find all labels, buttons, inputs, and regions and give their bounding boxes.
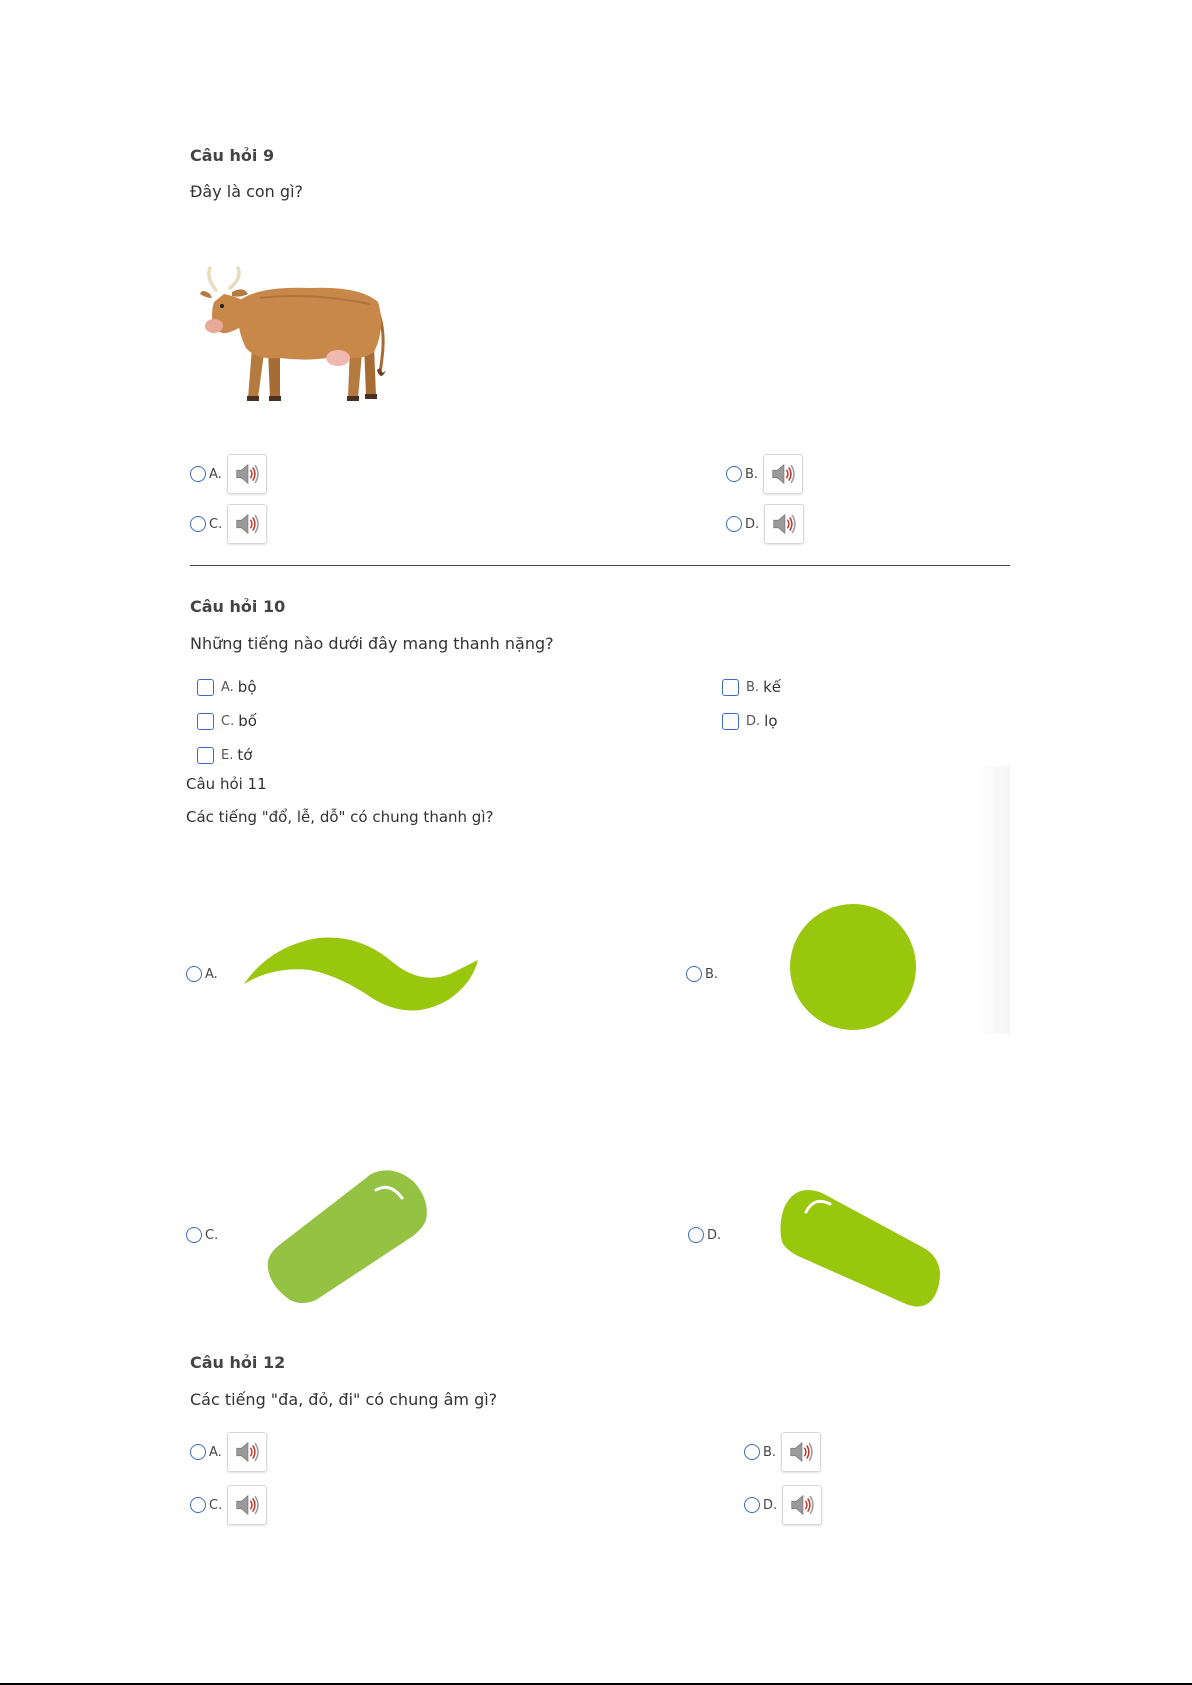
option-label: D. [707,1227,722,1243]
q11-option-c[interactable] [186,1227,218,1243]
checkbox[interactable] [197,679,214,696]
q9-option-d[interactable] [726,504,804,544]
option-label: C. [209,1497,223,1513]
q10-title: Câu hỏi 10 [190,597,286,616]
q12-option-b[interactable] [744,1432,821,1472]
q10-text: Những tiếng nào dưới đây mang thanh nặng? [190,634,554,653]
option-value: bố [238,712,257,730]
option-label: C. [205,1227,219,1243]
option-value: bộ [237,678,257,696]
radio-button[interactable] [190,1497,206,1513]
grave-mark-icon[interactable] [778,1186,942,1312]
option-value: tớ [237,746,253,764]
q10-option-c[interactable] [197,712,257,730]
option-label: B. [705,966,719,982]
option-label: A. [221,679,234,695]
option-label: D. [746,713,761,729]
q9-title: Câu hỏi 9 [190,146,275,165]
option-label: D. [745,516,760,532]
option-label: A. [205,966,218,982]
option-label: A. [209,1444,222,1460]
q11-option-a[interactable] [186,966,218,982]
option-value: kế [763,678,781,696]
q9-option-b[interactable] [726,454,803,494]
speaker-button[interactable] [227,504,267,544]
speaker-icon [233,460,261,488]
speaker-button[interactable] [227,1432,267,1472]
radio-button[interactable] [726,516,742,532]
tilde-mark-icon[interactable] [240,932,480,1018]
speaker-icon [787,1438,815,1466]
option-label: A. [209,466,222,482]
q10-option-a[interactable] [197,678,257,696]
speaker-icon [233,510,261,538]
speaker-icon [769,460,797,488]
radio-button[interactable] [186,966,202,982]
acute-mark-icon[interactable] [266,1168,436,1308]
q9-text: Đây là con gì? [190,182,303,201]
speaker-icon [770,510,798,538]
radio-button[interactable] [726,466,742,482]
speaker-button[interactable] [763,454,803,494]
option-label: B. [763,1444,777,1460]
radio-button[interactable] [744,1444,760,1460]
cow-illustration [200,258,396,408]
q11-text: Các tiếng "đổ, lễ, dỗ" có chung thanh gì? [186,808,494,826]
q11-option-d[interactable] [688,1227,721,1243]
radio-button[interactable] [688,1227,704,1243]
q11-title: Câu hỏi 11 [186,775,267,793]
option-label: D. [763,1497,778,1513]
option-label: B. [745,466,759,482]
q12-option-c[interactable] [190,1485,267,1525]
speaker-button[interactable] [782,1485,822,1525]
speaker-icon [233,1438,261,1466]
radio-button[interactable] [190,516,206,532]
q12-text: Các tiếng "đa, đỏ, đi" có chung âm gì? [190,1390,498,1409]
speaker-button[interactable] [781,1432,821,1472]
q10-option-d[interactable] [722,712,778,730]
speaker-icon [788,1491,816,1519]
speaker-button[interactable] [227,454,267,494]
q12-title: Câu hỏi 12 [190,1353,286,1372]
dot-mark-icon[interactable] [788,902,918,1036]
radio-button[interactable] [186,1227,202,1243]
checkbox[interactable] [197,747,214,764]
option-label: C. [221,713,235,729]
radio-button[interactable] [190,1444,206,1460]
radio-button[interactable] [744,1497,760,1513]
radio-button[interactable] [190,466,206,482]
question-divider [190,565,1010,566]
checkbox[interactable] [197,713,214,730]
option-label: B. [746,679,760,695]
q11-option-b[interactable] [686,966,718,982]
q12-option-a[interactable] [190,1432,267,1472]
radio-button[interactable] [686,966,702,982]
option-label: E. [221,747,234,763]
q10-option-b[interactable] [722,678,781,696]
checkbox[interactable] [722,713,739,730]
q12-option-d[interactable] [744,1485,822,1525]
option-value: lọ [764,712,778,730]
speaker-button[interactable] [764,504,804,544]
speaker-button[interactable] [227,1485,267,1525]
q10-option-e[interactable] [197,746,252,764]
checkbox[interactable] [722,679,739,696]
option-label: C. [209,516,223,532]
q9-option-a[interactable] [190,454,267,494]
speaker-icon [233,1491,261,1519]
q9-option-c[interactable] [190,504,267,544]
